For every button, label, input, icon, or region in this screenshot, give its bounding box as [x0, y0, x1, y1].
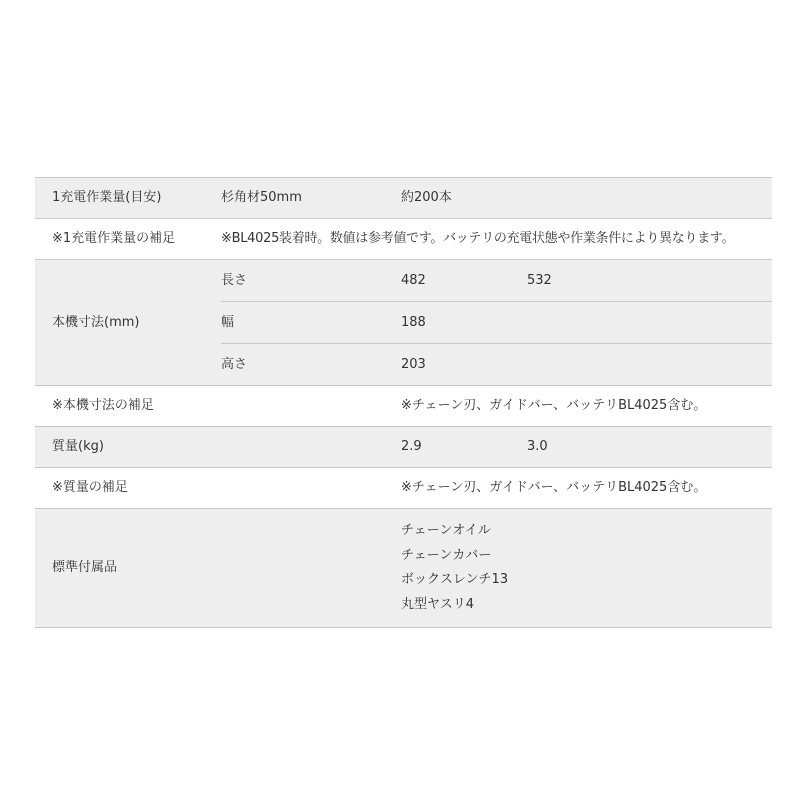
dimension-length-label: 長さ: [221, 272, 248, 288]
accessories-list: [401, 509, 772, 628]
spec-row-accessories: [35, 509, 772, 628]
spec-row-work-note: [35, 219, 772, 260]
spec-table: [35, 177, 772, 628]
spec-row-work-amount: [35, 178, 772, 219]
mass-value-b: 3.0: [527, 439, 548, 454]
accessory-item: チェーンカバー: [401, 547, 492, 563]
dimensions-label: 本機寸法(mm): [52, 314, 140, 330]
work-note-label: ※1充電作業量の補足: [52, 231, 176, 246]
accessories-label: 標準付属品: [52, 560, 118, 575]
dimensions-note-text: ※チェーン刃、ガイドバー、バッテリBL4025含む。: [401, 398, 707, 413]
mass-label: 質量(kg): [52, 439, 104, 454]
work-note-text: ※BL4025装着時。数値は参考値です。バッテリの充電状態や作業条件により異なります。: [221, 231, 735, 246]
mass-note-text: ※チェーン刃、ガイドバー、バッテリBL4025含む。: [401, 480, 707, 495]
mass-note-label: ※質量の補足: [52, 480, 128, 495]
dimension-height-label: 高さ: [221, 344, 401, 386]
spec-row-mass: [35, 427, 772, 468]
dimension-height-value-a: 203: [401, 344, 527, 386]
accessory-item: ボックスレンチ13: [401, 572, 509, 587]
work-amount-label: 1充電作業量(目安): [52, 190, 162, 205]
work-amount-condition: 杉角材50mm: [221, 190, 302, 205]
dimension-length-value-b: 532: [527, 272, 552, 288]
dimension-length-value-a: 482: [401, 272, 426, 288]
accessory-item: チェーンオイル: [401, 523, 491, 538]
dimension-width-label: 幅: [221, 302, 401, 344]
work-amount-value: 約200本: [401, 190, 452, 205]
spec-row-dimensions-length: [35, 260, 772, 302]
accessory-item: 丸型ヤスリ4: [401, 596, 475, 612]
spec-row-dimensions-note: [35, 386, 772, 427]
dimension-width-value-a: 188: [401, 302, 527, 344]
dimensions-note-label: ※本機寸法の補足: [52, 398, 154, 413]
spec-row-mass-note: [35, 468, 772, 509]
mass-value-a: 2.9: [401, 439, 422, 454]
